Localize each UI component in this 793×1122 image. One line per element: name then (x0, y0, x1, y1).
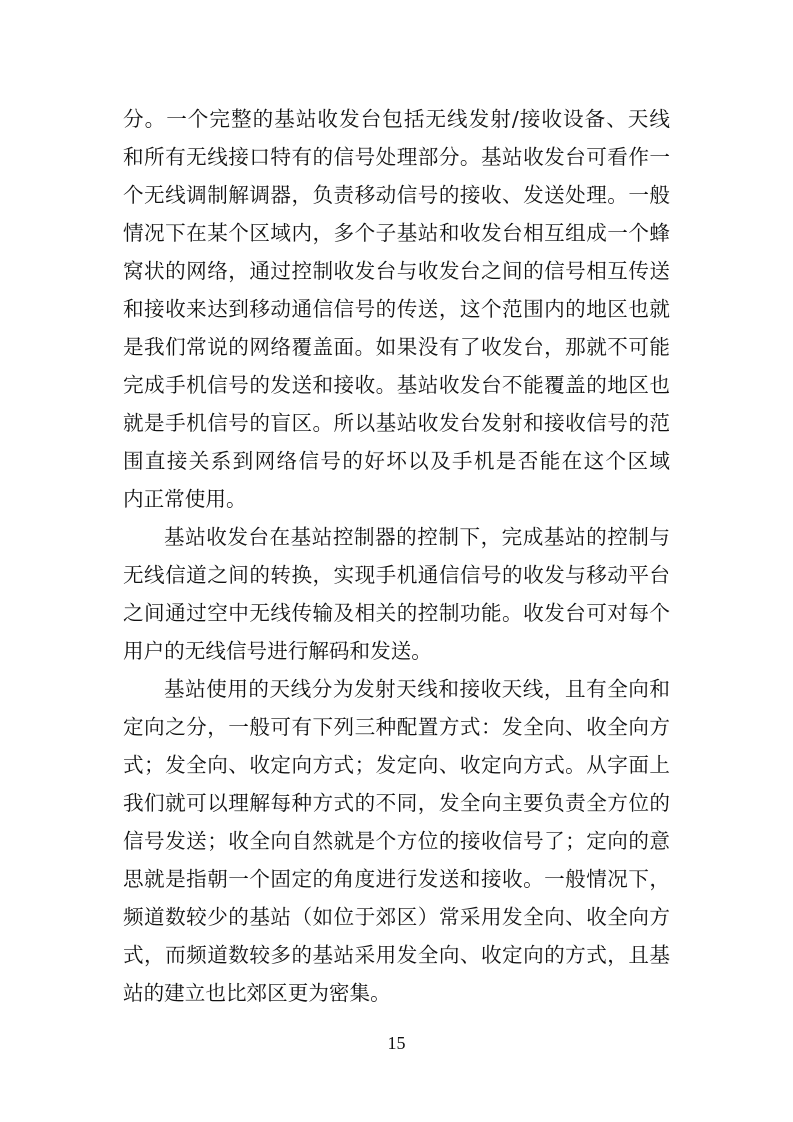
paragraph-3-line-7: 频道数较少的基站（如位于郊区）常采用发全向、收全向方 (123, 905, 670, 929)
paragraph-1-line-9: 就是手机信号的盲区。所以基站收发台发射和接收信号的范 (123, 411, 670, 435)
paragraph-3-line-3: 式；发全向、收定向方式；发定向、收定向方式。从字面上 (123, 753, 670, 777)
paragraph-1-line-8: 完成手机信号的发送和接收。基站收发台不能覆盖的地区也 (123, 373, 670, 397)
page-number: 15 (387, 1033, 406, 1053)
paragraph-1-line-7: 是我们常说的网络覆盖面。如果没有了收发台，那就不可能 (123, 335, 670, 359)
paragraph-3-line-6: 思就是指朝一个固定的角度进行发送和接收。一般情况下， (123, 867, 670, 891)
paragraph-3-line-4: 我们就可以理解每种方式的不同，发全向主要负责全方位的 (123, 791, 670, 815)
paragraph-3-line-5: 信号发送；收全向自然就是个方位的接收信号了；定向的意 (123, 829, 670, 853)
paragraph-1-line-5: 窝状的网络，通过控制收发台与收发台之间的信号相互传送 (123, 259, 670, 283)
paragraph-1-line-1: 分。一个完整的基站收发台包括无线发射/接收设备、天线 (123, 107, 670, 131)
paragraph-1-line-2: 和所有无线接口特有的信号处理部分。基站收发台可看作一 (123, 145, 670, 169)
paragraph-3-line-1: 基站使用的天线分为发射天线和接收天线，且有全向和 (164, 677, 670, 701)
paragraph-1-line-10: 围直接关系到网络信号的好坏以及手机是否能在这个区域 (123, 449, 670, 473)
paragraph-1-line-11: 内正常使用。 (123, 487, 247, 511)
paragraph-3-line-2: 定向之分，一般可有下列三种配置方式：发全向、收全向方 (123, 715, 670, 739)
paragraph-2-line-1: 基站收发台在基站控制器的控制下，完成基站的控制与 (164, 525, 670, 549)
paragraph-2-line-4: 用户的无线信号进行解码和发送。 (123, 639, 432, 663)
paragraph-2-line-2: 无线信道之间的转换，实现手机通信信号的收发与移动平台 (123, 563, 670, 587)
paragraph-3-line-9: 站的建立也比郊区更为密集。 (123, 981, 391, 1005)
paragraph-1-line-4: 情况下在某个区域内，多个子基站和收发台相互组成一个蜂 (123, 221, 670, 245)
paragraph-1-line-3: 个无线调制解调器，负责移动信号的接收、发送处理。一般 (123, 183, 670, 207)
paragraph-1-line-6: 和接收来达到移动通信信号的传送，这个范围内的地区也就 (123, 297, 670, 321)
paragraph-3-line-8: 式，而频道数较多的基站采用发全向、收定向的方式，且基 (123, 943, 670, 967)
paragraph-2-line-3: 之间通过空中无线传输及相关的控制功能。收发台可对每个 (123, 601, 670, 625)
